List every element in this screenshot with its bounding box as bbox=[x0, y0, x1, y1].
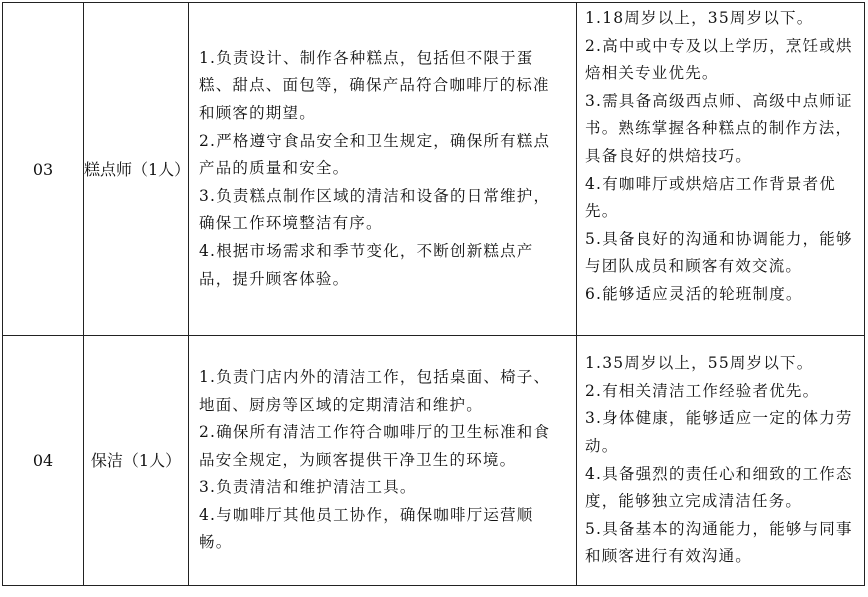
row-number: 04 bbox=[3, 336, 84, 586]
requirement-item: 2.有相关清洁工作经验者优先。 bbox=[585, 381, 820, 400]
row-number: 03 bbox=[3, 3, 84, 336]
position-title: 糕点师（1人） bbox=[84, 3, 189, 336]
requirements-cell bbox=[577, 336, 865, 586]
requirement-item: 4.有咖啡厅或烘焙店工作背景者优先。 bbox=[585, 174, 836, 221]
requirement-item: 5.具备良好的沟通和协调能力，能够与团队成员和顾客有效交流。 bbox=[585, 229, 853, 276]
duty-item: 4.根据市场需求和季节变化，不断创新糕点产品，提升顾客体验。 bbox=[199, 241, 534, 288]
requirement-item: 1.18周岁以上，35周岁以下。 bbox=[585, 9, 814, 27]
duty-item: 3.负责糕点制作区域的清洁和设备的日常维护，确保工作环境整洁有序。 bbox=[199, 186, 551, 233]
duty-item: 3.负责清洁和维护清洁工具。 bbox=[199, 478, 417, 497]
duty-item: 2.确保所有清洁工作符合咖啡厅的卫生标准和食品安全规定，为顾客提供干净卫生的环境。 bbox=[199, 423, 551, 469]
table-row bbox=[3, 336, 865, 586]
duty-item: 4.与咖啡厅其他员工协作，确保咖啡厅运营顺畅。 bbox=[199, 505, 534, 552]
job-table bbox=[2, 2, 865, 586]
duties-cell bbox=[189, 336, 577, 586]
position-title: 保洁（1人） bbox=[84, 336, 189, 586]
duty-item: 1.负责设计、制作各种糕点，包括但不限于蛋糕、甜点、面包等，确保产品符合咖啡厅的标准和顾客的期望。 bbox=[199, 48, 550, 123]
requirement-item: 5.具备基本的沟通能力，能够与同事和顾客进行有效沟通。 bbox=[585, 519, 853, 566]
requirements-cell bbox=[577, 3, 865, 336]
requirement-item: 1.35周岁以上，55周岁以下。 bbox=[585, 354, 814, 373]
requirement-item: 6.能够适应灵活的轮班制度。 bbox=[585, 284, 803, 303]
requirement-item: 3.身体健康，能够适应一定的体力劳动。 bbox=[585, 409, 853, 455]
requirement-item: 4.具备强烈的责任心和细致的工作态度，能够独立完成清洁任务。 bbox=[585, 464, 853, 511]
duty-item: 1.负责门店内外的清洁工作，包括桌面、椅子、地面、厨房等区域的定期清洁和维护。 bbox=[199, 367, 551, 414]
table-row bbox=[3, 3, 865, 336]
duty-item: 2.严格遵守食品安全和卫生规定，确保所有糕点产品的质量和安全。 bbox=[199, 131, 551, 178]
requirement-item: 2.高中或中专及以上学历，烹饪或烘焙相关专业优先。 bbox=[585, 36, 853, 83]
requirement-item: 3.需具备高级西点师、高级中点师证书。熟练掌握各种糕点的制作方法，具备良好的烘焙技巧。 bbox=[585, 91, 853, 165]
duties-cell bbox=[189, 3, 577, 336]
